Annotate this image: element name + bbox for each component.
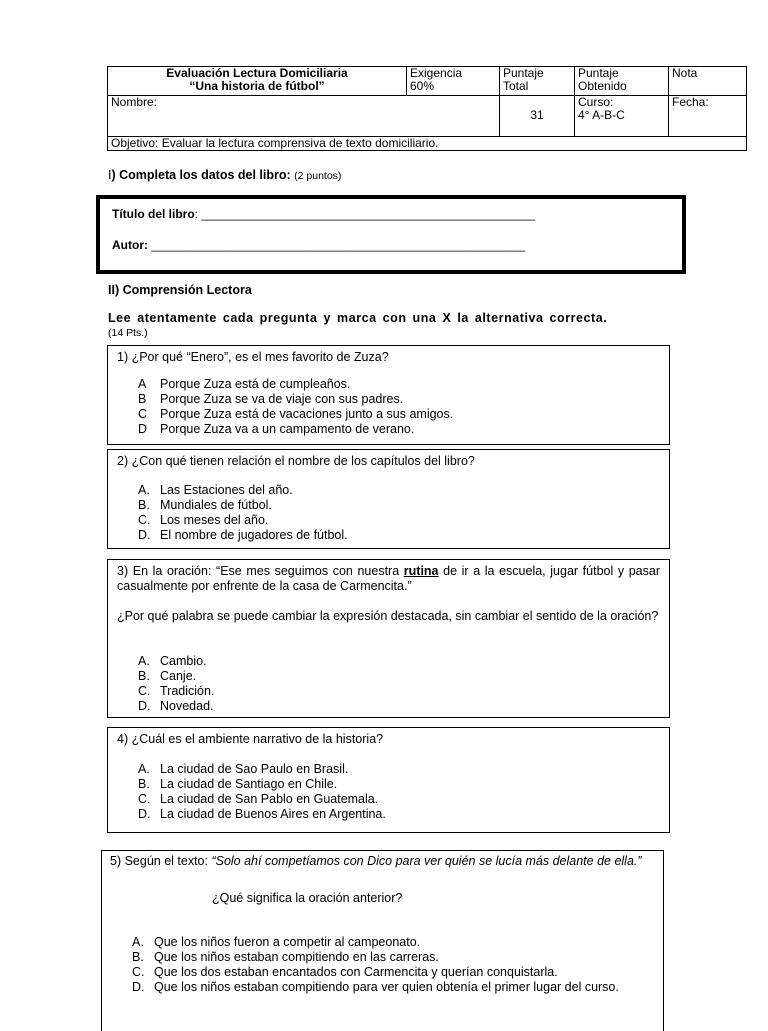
- option-text: Porque Zuza se va de viaje con sus padres.: [160, 392, 404, 406]
- exigencia-value: 60%: [410, 79, 435, 93]
- puntaje-total-header: [500, 67, 575, 96]
- exigencia-label: Exigencia: [410, 66, 463, 80]
- puntaje-total-value: 31: [530, 108, 544, 122]
- option-text: La ciudad de Sao Paulo en Brasil.: [160, 762, 349, 776]
- section-2-points: (14 Pts.): [108, 327, 148, 339]
- question-1-options: [138, 377, 659, 437]
- option-text: El nombre de jugadores de fútbol.: [160, 528, 348, 542]
- nota-header: [669, 67, 747, 96]
- question-2-text: 2) ¿Con qué tienen relación el nombre de los capítulos del libro?: [117, 454, 475, 468]
- option-4b[interactable]: [138, 777, 659, 792]
- option-letter: B.: [138, 498, 150, 512]
- question-1-text: 1) ¿Por qué “Enero”, es el mes favorito de Zuza?: [117, 350, 389, 364]
- option-text: Tradición.: [160, 684, 215, 698]
- option-1d[interactable]: [138, 422, 659, 437]
- option-text: La ciudad de Santiago en Chile.: [160, 777, 338, 791]
- option-text: Que los niños estaban compitiendo en las carreras.: [154, 950, 439, 964]
- section-2-heading: II) Comprensión Lectora: [108, 283, 252, 297]
- option-1c[interactable]: [138, 407, 659, 422]
- question-3-question: ¿Por qué palabra se puede cambiar la expresión destacada, sin cambiar el sentido de la oración?: [117, 609, 659, 623]
- option-text: Novedad.: [160, 699, 214, 713]
- title-line-1: Evaluación Lectura Domiciliaria: [166, 66, 348, 80]
- autor-blank: ________________________________________________________: [148, 238, 526, 252]
- curso-cell: [575, 96, 669, 137]
- option-text: Que los dos estaban encantados con Carmencita y querían conquistarla.: [154, 965, 558, 979]
- option-2d[interactable]: [138, 528, 659, 543]
- option-letter: C.: [138, 792, 151, 806]
- option-letter: C.: [138, 513, 151, 527]
- highlighted-word: rutina: [403, 564, 439, 578]
- option-4c[interactable]: [138, 792, 659, 807]
- puntaje-obtenido-header: [575, 67, 669, 96]
- puntaje-obtenido-label-2: Obtenido: [578, 79, 627, 93]
- exigencia-cell: [407, 67, 500, 96]
- section-1-title: ) Completa los datos del libro:: [111, 168, 291, 182]
- option-5d[interactable]: [132, 980, 653, 995]
- option-5a[interactable]: [132, 935, 653, 950]
- option-letter: C.: [138, 684, 151, 698]
- question-4-text: 4) ¿Cuál es el ambiente narrativo de la historia?: [117, 732, 384, 746]
- section-1-points: (2 puntos): [294, 170, 342, 182]
- option-2c[interactable]: [138, 513, 659, 528]
- question-3-text: [117, 564, 660, 594]
- option-text: La ciudad de Buenos Aires en Argentina.: [160, 807, 386, 821]
- option-text: Mundiales de fútbol.: [160, 498, 272, 512]
- question-3-text-after: de ir a la escuela, jugar fútbol y pasar casualmente por enfrente de la casa de Carmencita.”: [117, 564, 660, 593]
- autor-field[interactable]: [112, 238, 525, 252]
- option-text: Las Estaciones del año.: [160, 483, 293, 497]
- question-2: [107, 449, 670, 549]
- puntaje-total-label-2: Total: [503, 79, 529, 93]
- question-5-text: [110, 854, 654, 869]
- option-3b[interactable]: [138, 669, 659, 684]
- puntaje-total-cell: [500, 96, 575, 137]
- option-letter: D: [138, 422, 148, 436]
- option-text: Porque Zuza está de cumpleaños.: [160, 377, 351, 391]
- option-5b[interactable]: [132, 950, 653, 965]
- option-letter: A: [138, 377, 147, 391]
- option-text: Que los niños estaban compitiendo para ver quien obtenía el primer lugar del curso.: [154, 980, 619, 994]
- curso-value: 4° A-B-C: [578, 108, 625, 122]
- question-3-options: [138, 654, 659, 714]
- question-4: [107, 727, 670, 833]
- question-5: [101, 850, 664, 1031]
- option-letter: A.: [138, 762, 150, 776]
- titulo-label: Título del libro: [112, 207, 195, 221]
- option-letter: D.: [138, 699, 151, 713]
- book-data-box: [96, 195, 686, 274]
- question-4-options: [138, 762, 659, 822]
- header-table: [107, 66, 747, 151]
- option-letter: B.: [138, 669, 150, 683]
- option-letter: C.: [132, 965, 145, 979]
- title-line-2: “Una historia de fútbol”: [189, 79, 325, 93]
- fecha-label: Fecha:: [672, 95, 709, 109]
- question-1: [107, 345, 670, 445]
- option-letter: D.: [138, 528, 151, 542]
- option-5c[interactable]: [132, 965, 653, 980]
- question-2-options: [138, 483, 659, 543]
- question-3: [107, 559, 670, 718]
- option-text: Que los niños fueron a competir al campeonato.: [154, 935, 421, 949]
- objetivo-text: Objetivo: Evaluar la lectura comprensiva de texto domiciliario.: [111, 136, 439, 150]
- question-3-text-before: 3) En la oración: “Ese mes seguimos con nuestra: [117, 564, 404, 578]
- option-letter: D.: [138, 807, 151, 821]
- option-text: Canje.: [160, 669, 197, 683]
- nombre-field[interactable]: [108, 96, 500, 137]
- autor-label: Autor:: [112, 238, 148, 252]
- option-3a[interactable]: [138, 654, 659, 669]
- nota-label: Nota: [672, 66, 698, 80]
- question-5-question: ¿Qué significa la oración anterior?: [212, 891, 403, 905]
- option-1a[interactable]: [138, 377, 659, 392]
- option-1b[interactable]: [138, 392, 659, 407]
- option-text: Los meses del año.: [160, 513, 269, 527]
- option-text: Porque Zuza está de vacaciones junto a sus amigos.: [160, 407, 454, 421]
- section-1-roman: I: [108, 168, 112, 182]
- option-3c[interactable]: [138, 684, 659, 699]
- option-2b[interactable]: [138, 498, 659, 513]
- option-4d[interactable]: [138, 807, 659, 822]
- puntaje-obtenido-label-1: Puntaje: [578, 66, 619, 80]
- question-5-options: [132, 935, 653, 995]
- objetivo-row: [108, 137, 747, 151]
- titulo-blank: : __________________________________________________: [194, 207, 536, 221]
- quoted-sentence: “Solo ahí competíamos con Dico para ver quién se lucía más delante de ella.”: [211, 854, 642, 868]
- option-letter: A.: [138, 483, 150, 497]
- option-letter: B.: [138, 777, 150, 791]
- option-2a[interactable]: [138, 483, 659, 498]
- instructions: Lee atentamente cada pregunta y marca con una X la alternativa correcta.: [108, 311, 608, 325]
- option-letter: D.: [132, 980, 145, 994]
- option-text: Porque Zuza va a un campamento de verano.: [160, 422, 415, 436]
- option-letter: A.: [132, 935, 144, 949]
- option-text: La ciudad de San Pablo en Guatemala.: [160, 792, 379, 806]
- option-letter: A.: [138, 654, 150, 668]
- fecha-field[interactable]: [669, 96, 747, 137]
- option-text: Cambio.: [160, 654, 207, 668]
- curso-label: Curso:: [578, 95, 614, 109]
- puntaje-total-label-1: Puntaje: [503, 66, 544, 80]
- option-letter: B.: [132, 950, 144, 964]
- option-3d[interactable]: [138, 699, 659, 714]
- evaluation-title: [108, 67, 407, 96]
- option-letter: C: [138, 407, 148, 421]
- section-1-heading: [108, 168, 341, 182]
- titulo-field[interactable]: [112, 207, 535, 221]
- nombre-label: Nombre:: [111, 95, 158, 109]
- option-letter: B: [138, 392, 147, 406]
- question-5-text-before: 5) Según el texto:: [110, 854, 212, 868]
- option-4a[interactable]: [138, 762, 659, 777]
